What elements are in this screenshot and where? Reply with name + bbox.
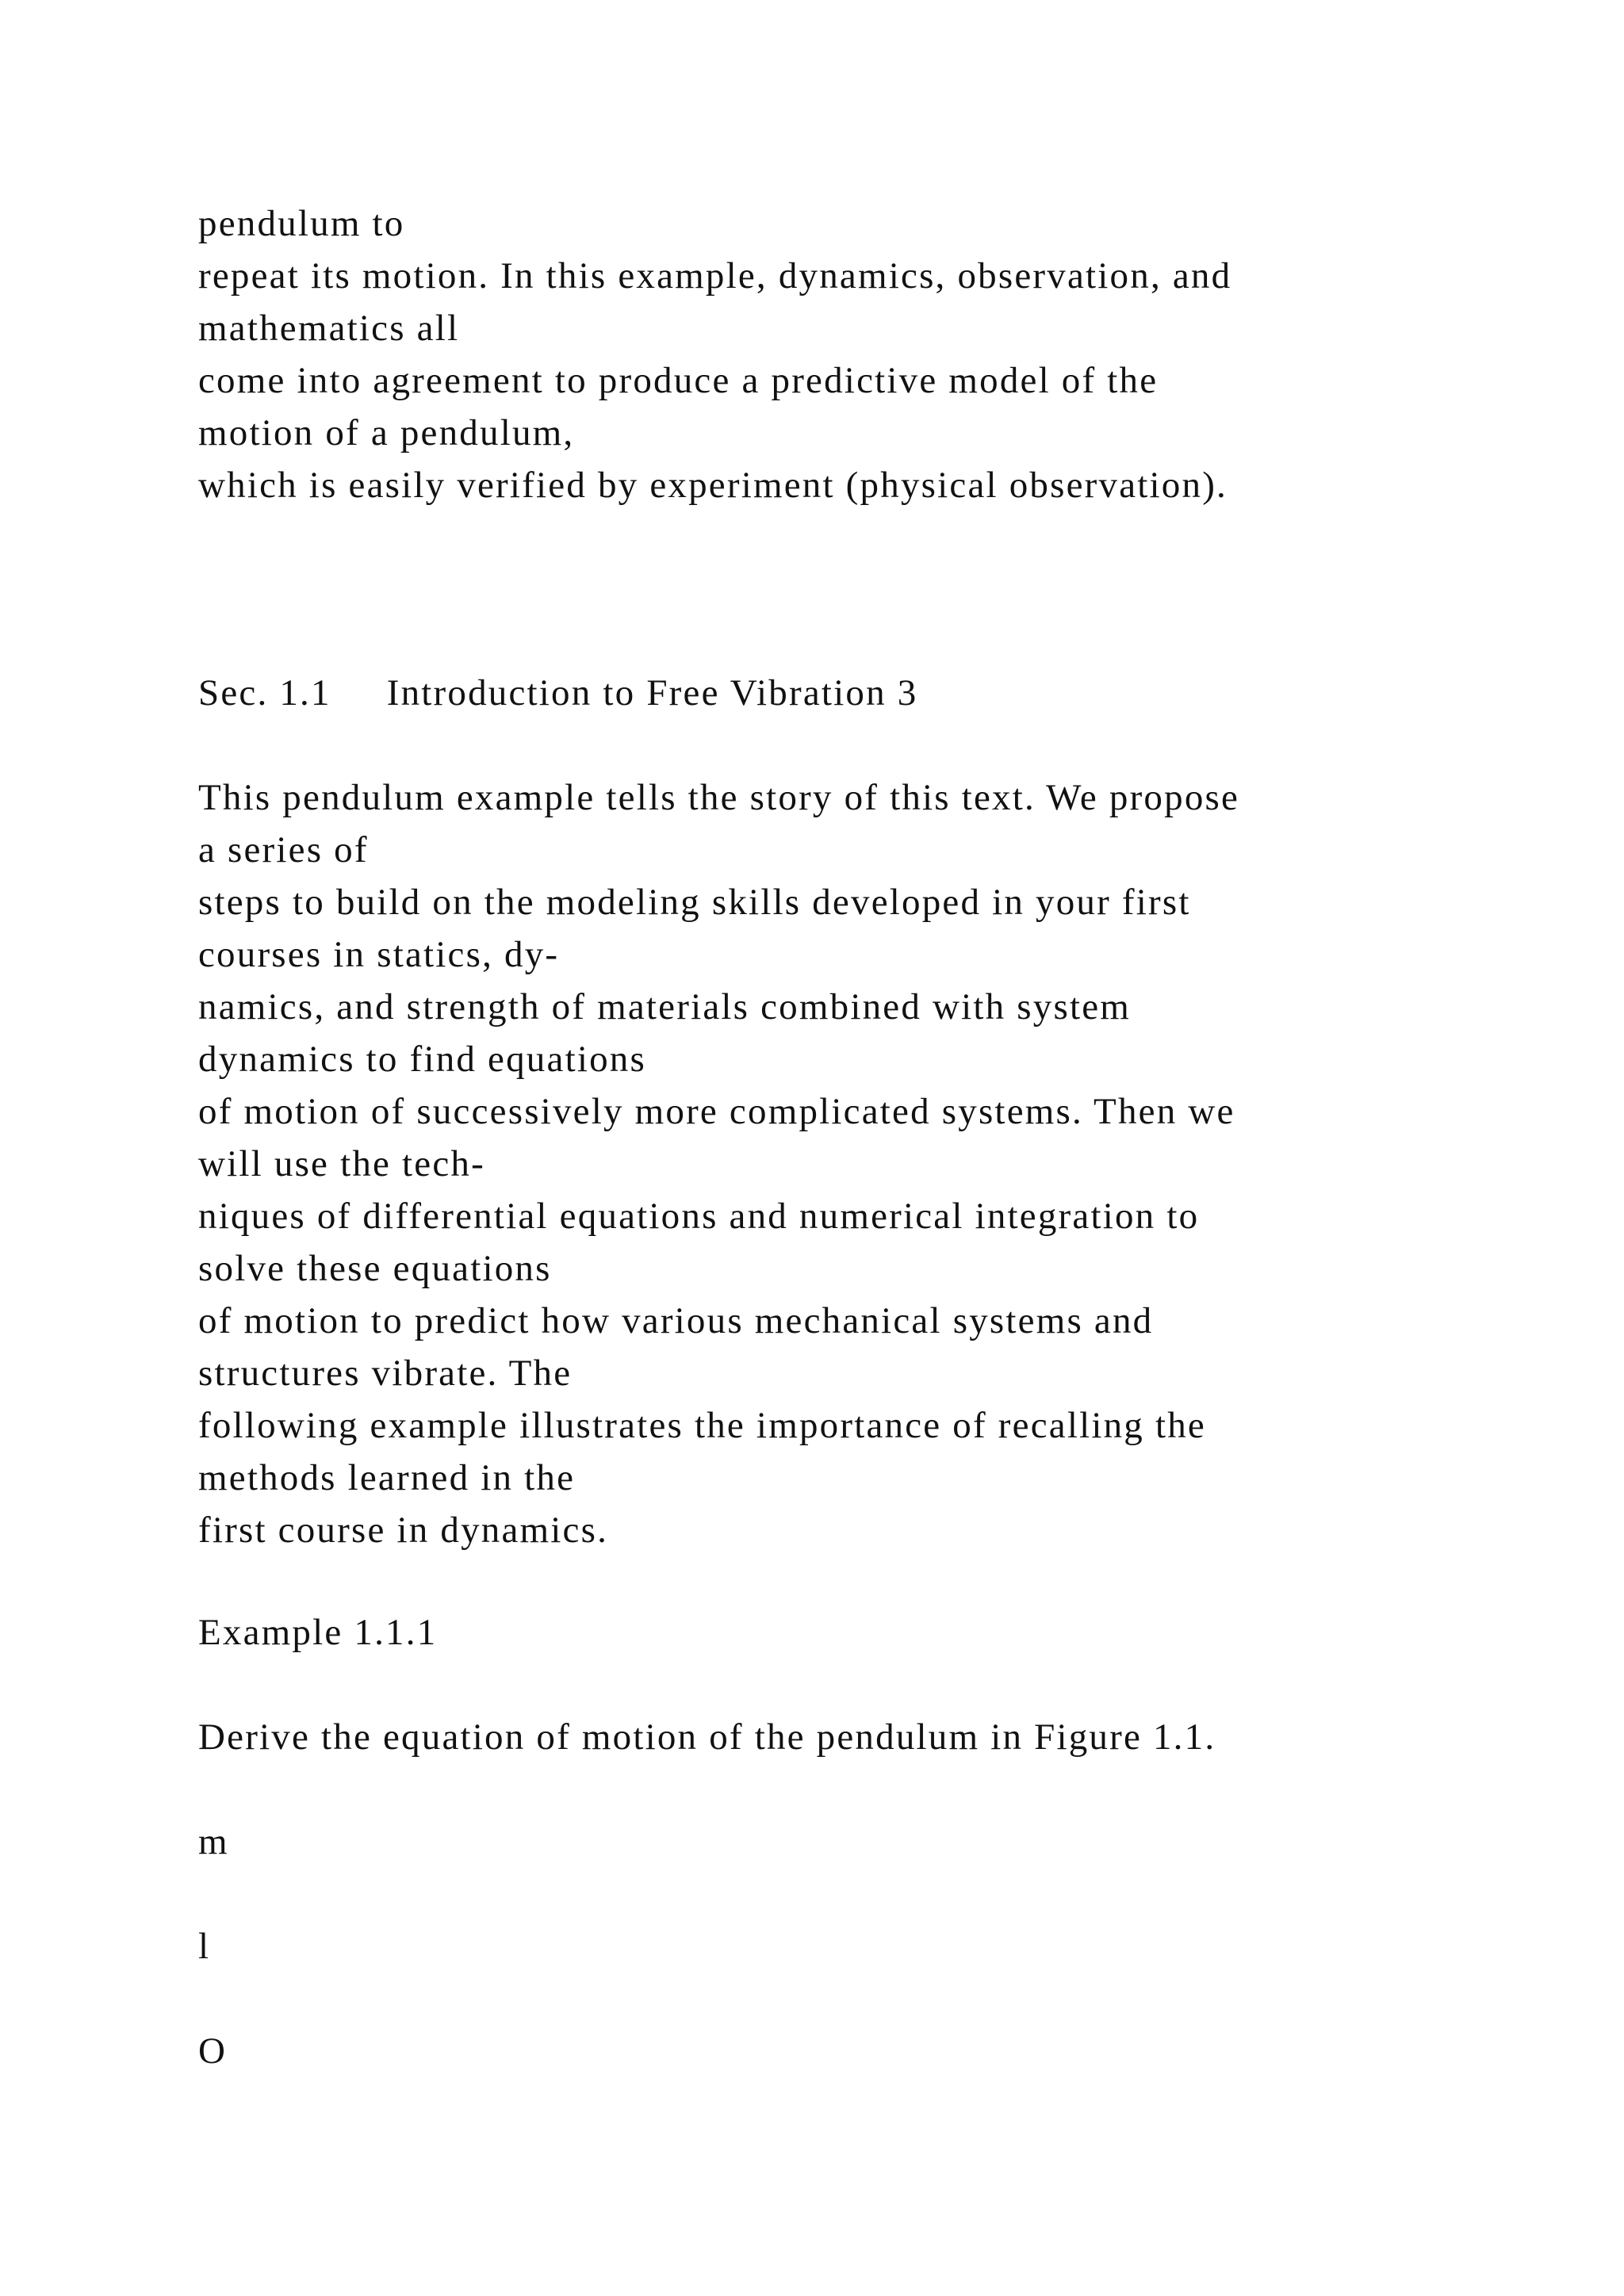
text-line: courses in statics, dy-	[198, 934, 560, 975]
text-line: pendulum to	[198, 203, 405, 244]
text-line: steps to build on the modeling skills developed in your first	[198, 882, 1191, 923]
example-statement	[198, 1711, 1594, 1763]
text-line: a series of	[198, 829, 369, 871]
example-heading	[198, 1606, 1594, 1659]
section-heading	[198, 667, 1594, 719]
text-line: methods learned in the	[198, 1457, 576, 1498]
section-heading-line	[198, 667, 1594, 719]
story-paragraph	[198, 771, 1594, 1556]
text-line: solve these equations	[198, 1248, 552, 1289]
figure-label-length	[198, 1920, 1594, 1973]
text-line: dynamics to find equations	[198, 1039, 646, 1080]
text-line: motion of a pendulum,	[198, 412, 575, 453]
text-line: first course in dynamics.	[198, 1510, 609, 1551]
text-line: following example illustrates the importance of recalling the	[198, 1405, 1206, 1446]
example-label: Example 1.1.1	[198, 1612, 438, 1653]
example-text: Derive the equation of motion of the pendulum in Figure 1.1.	[198, 1716, 1216, 1758]
text-line: come into agreement to produce a predictive model of the	[198, 360, 1159, 401]
text-line: mathematics all	[198, 308, 460, 349]
section-title: Introduction to Free Vibration 3	[386, 672, 918, 714]
figure-label-origin	[198, 2025, 1594, 2077]
intro-paragraph	[198, 197, 1594, 511]
origin-label: O	[198, 2030, 228, 2072]
text-line: niques of differential equations and numerical integration to	[198, 1196, 1200, 1237]
text-line: namics, and strength of materials combined with system	[198, 986, 1132, 1027]
section-number: Sec. 1.1	[198, 672, 331, 714]
text-line: repeat its motion. In this example, dynamics, observation, and	[198, 255, 1232, 297]
text-line: This pendulum example tells the story of this text. We propose	[198, 777, 1240, 818]
figure-label-mass	[198, 1816, 1594, 1868]
text-line: of motion to predict how various mechanical systems and	[198, 1300, 1154, 1341]
text-line: which is easily verified by experiment (physical observation).	[198, 465, 1228, 506]
text-line: structures vibrate. The	[198, 1353, 573, 1394]
text-line: of motion of successively more complicated systems. Then we	[198, 1091, 1235, 1132]
text-line: will use the tech-	[198, 1143, 485, 1184]
length-label: l	[198, 1926, 211, 1967]
mass-label: m	[198, 1821, 229, 1862]
